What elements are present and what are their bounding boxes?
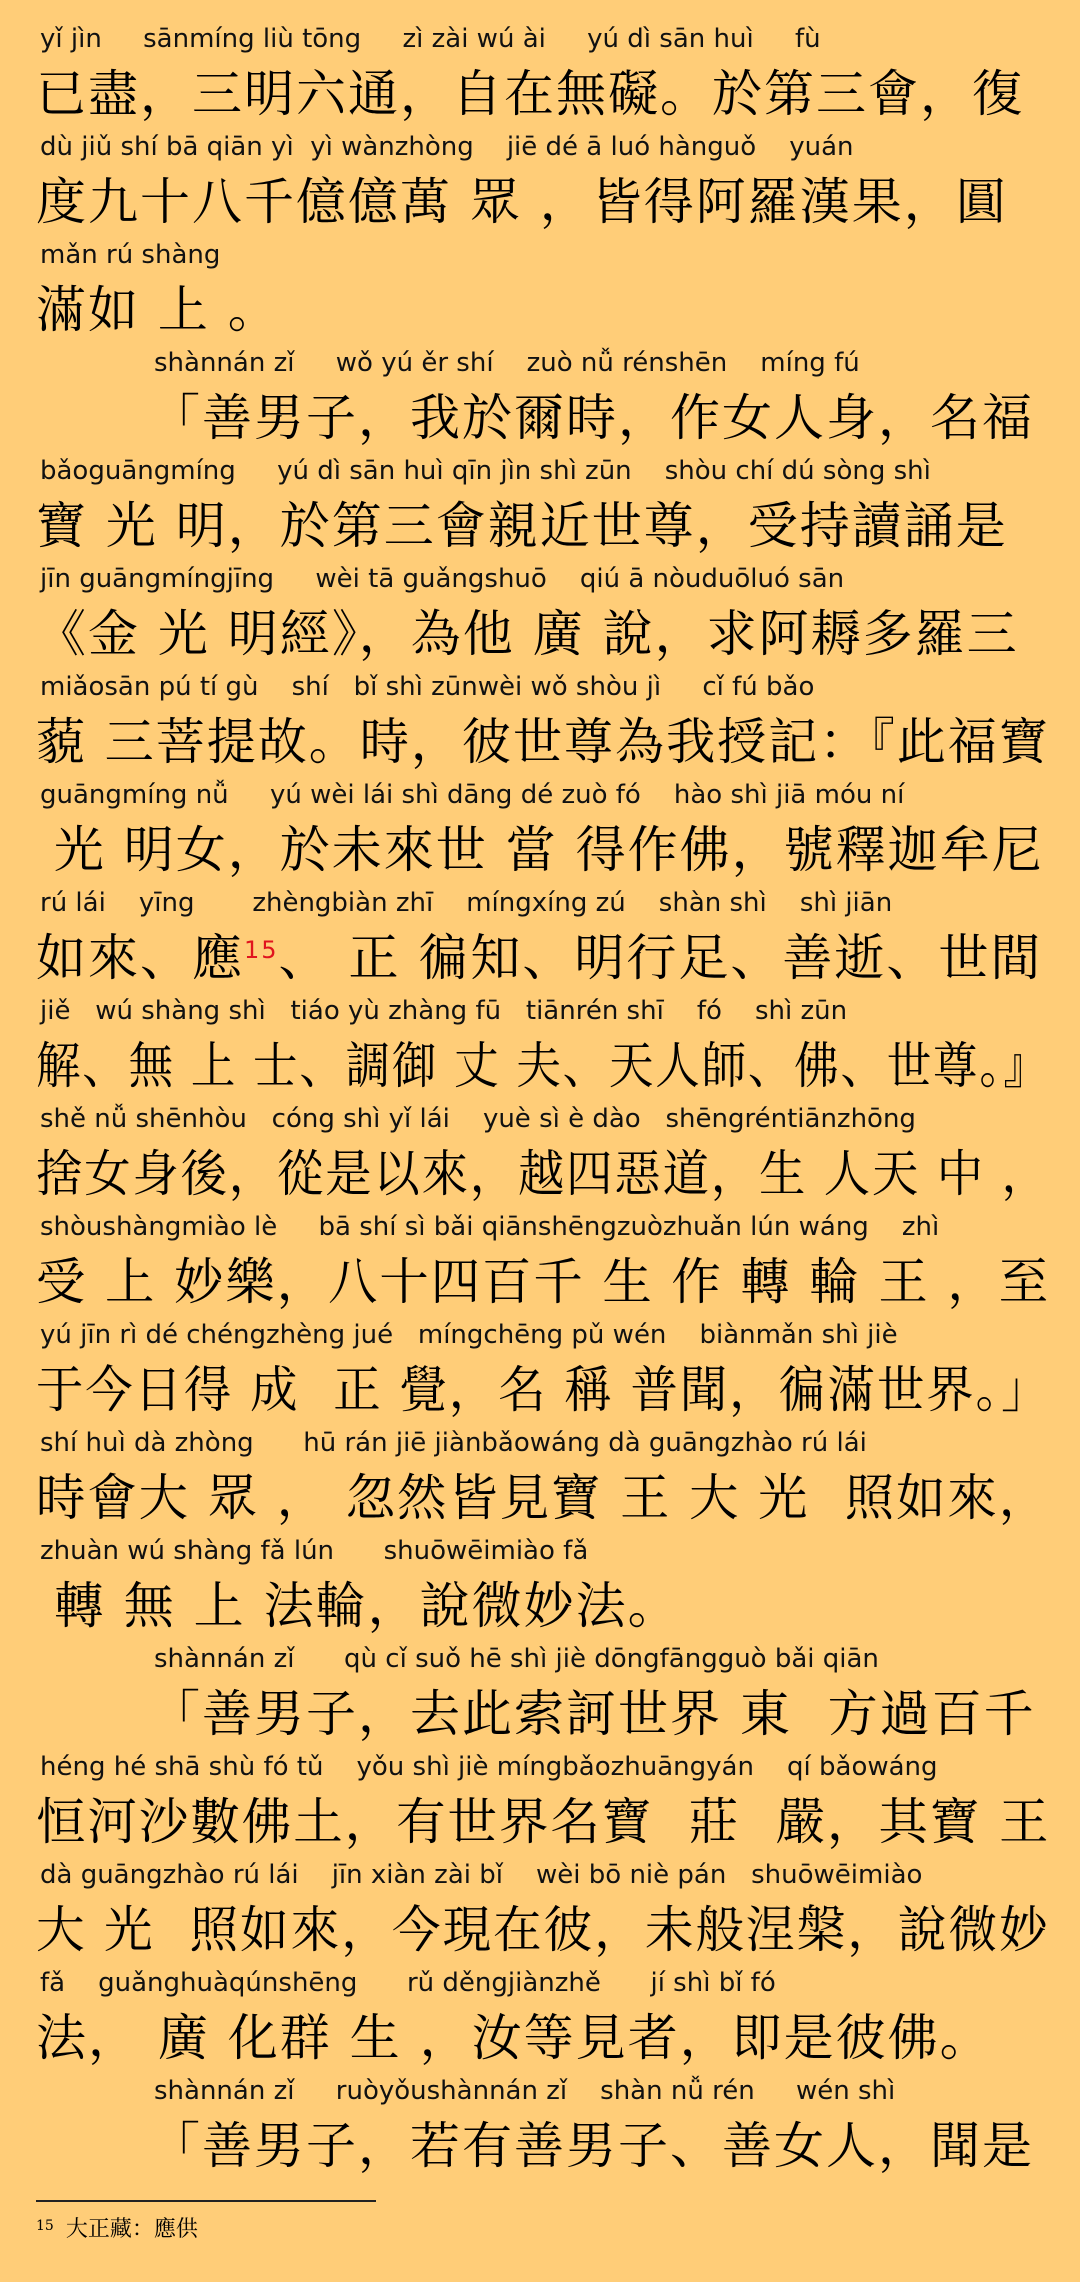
chinese-text (36, 56, 1024, 132)
chinese-text (36, 1028, 1050, 1104)
pinyin-annotation: shě nǚ shēnhòu cóng shì yǐ lái yuè sì è dào shēngréntiānzhōng (40, 1104, 916, 1134)
chinese-text-segment: 恒河沙數佛土，有世界名寶 莊 嚴，其寶 王 (36, 1793, 1051, 1851)
pinyin-annotation: dà guāngzhào rú lái jīn xiàn zài bǐ wèi bō niè pán shuōwēimiào (40, 1860, 923, 1890)
chinese-text (36, 488, 1008, 564)
pinyin-annotation: dù jiǔ shí bā qiān yì yì wànzhòng jiē dé ā luó hànguǒ yuán (40, 132, 854, 162)
pinyin-annotation: fǎ guǎnghuàqúnshēng rǔ děngjiànzhě jí shì bǐ fó (40, 1968, 776, 1998)
chinese-text-segment: 、 正 徧知、明行足、善逝、世間 (278, 929, 1043, 987)
chinese-text-segment: 光 明女，於未來世 當 得作佛，號釋迦牟尼 (36, 821, 1044, 879)
chinese-text (36, 1568, 680, 1644)
pinyin-annotation: shànnán zǐ wǒ yú ěr shí zuò nǚ rénshēn míng fú (154, 348, 860, 378)
chinese-text (150, 1676, 1036, 1752)
chinese-text (150, 380, 1034, 456)
footnote (36, 2210, 198, 2250)
chinese-text-segment: 《金 光 明經》，為他 廣 說，求阿耨多羅三 (36, 605, 1019, 663)
chinese-text (36, 2000, 992, 2076)
chinese-text-segment: 于今日得 成 正 覺，名 稱 普聞，徧滿世界。」 (36, 1361, 1051, 1419)
footnote-number: 15 (36, 2218, 54, 2234)
pinyin-annotation: shànnán zǐ qù cǐ suǒ hē shì jiè dōngfāngguò bǎi qiān (154, 1644, 879, 1674)
chinese-text-segment: 藐 三菩提故。時，彼世尊為我授記：『此福寶 (36, 713, 1050, 771)
pinyin-annotation: guāngmíng nǚ yú wèi lái shì dāng dé zuò fó hào shì jiā móu ní (40, 780, 905, 810)
chinese-text (150, 2108, 1034, 2184)
pinyin-annotation: shí huì dà zhòng hū rán jiē jiànbǎowáng dà guāngzhào rú lái (40, 1428, 867, 1458)
chinese-text (36, 920, 1042, 996)
footnote-divider (36, 2200, 376, 2202)
footnote-text: 大正藏：應供 (65, 2217, 198, 2242)
pinyin-annotation: bǎoguāngmíng yú dì sān huì qīn jìn shì zūn shòu chí dú sòng shì (40, 456, 931, 486)
chinese-text (36, 1136, 1050, 1212)
pinyin-annotation: mǎn rú shàng (40, 240, 221, 270)
chinese-text-segment: 解、無 上 士、調御 丈 夫、天人師、佛、世尊。』 (36, 1037, 1050, 1095)
chinese-text (36, 1244, 1050, 1320)
chinese-text-segment: 度九十八千億億萬 眾 ，皆得阿羅漢果，圓 (36, 173, 1008, 231)
chinese-text-segment: 已盡，三明六通，自在無礙。於第三會，復 (36, 65, 1024, 123)
chinese-text (36, 1460, 1050, 1536)
chinese-text (36, 596, 1019, 672)
chinese-text (36, 164, 1008, 240)
pinyin-annotation: yú jīn rì dé chéngzhèng jué míngchēng pǔ wén biànmǎn shì jiè (40, 1320, 898, 1350)
chinese-text (36, 1784, 1050, 1860)
pinyin-annotation: zhuàn wú shàng fǎ lún shuōwēimiào fǎ (40, 1536, 589, 1566)
chinese-text (36, 272, 280, 348)
pinyin-annotation: rú lái yīng zhèngbiàn zhī míngxíng zú shàn shì shì jiān (40, 888, 893, 918)
pinyin-annotation: jiě wú shàng shì tiáo yù zhàng fū tiānrén shī fó shì zūn (40, 996, 848, 1026)
chinese-text (36, 704, 1050, 780)
chinese-text-segment: 「善男子，若有善男子、善女人，聞是 (150, 2117, 1034, 2175)
chinese-text-segment: 轉 無 上 法輪，說微妙法。 (36, 1577, 680, 1635)
chinese-text-segment: 寶 光 明，於第三會親近世尊，受持讀誦是 (36, 497, 1008, 555)
chinese-text-segment: 大 光 照如來，今現在彼，未般涅槃，說微妙 (36, 1901, 1050, 1959)
pinyin-annotation: miǎosān pú tí gù shí bǐ shì zūnwèi wǒ shòu jì cǐ fú bǎo (40, 672, 815, 702)
pinyin-annotation: yǐ jìn sānmíng liù tōng zì zài wú ài yú dì sān huì fù (40, 24, 821, 54)
pinyin-annotation: shòushàngmiào lè bā shí sì bǎi qiānshēngzuòzhuǎn lún wáng zhì (40, 1212, 940, 1242)
pinyin-annotation: shànnán zǐ ruòyǒushànnán zǐ shàn nǚ rén wén shì (154, 2076, 896, 2106)
chinese-text-segment: 「善男子，我於爾時，作女人身，名福 (150, 389, 1034, 447)
chinese-text-segment: 如來、應 (36, 929, 244, 987)
chinese-text-segment: 「善男子，去此索訶世界 東 方過百千 (150, 1685, 1036, 1743)
text-line (0, 2072, 1080, 2228)
chinese-text-segment: 法， 廣 化群 生 ，汝等見者，即是彼佛。 (36, 2009, 992, 2067)
chinese-text (36, 812, 1044, 888)
footnote-reference[interactable]: 15 (244, 936, 279, 964)
chinese-text (36, 1352, 1050, 1428)
chinese-text-segment: 受 上 妙樂，八十四百千 生 作 轉 輪 王 ，至 (36, 1253, 1051, 1311)
pinyin-annotation: héng hé shā shù fó tǔ yǒu shì jiè míngbǎozhuāngyán qí bǎowáng (40, 1752, 938, 1782)
chinese-text-segment: 滿如 上 。 (36, 281, 280, 339)
chinese-text-segment: 時會大 眾 ， 忽然皆見寶 王 大 光 照如來， (36, 1469, 1051, 1527)
chinese-text (36, 1892, 1050, 1968)
pinyin-annotation: jīn guāngmíngjīng wèi tā guǎngshuō qiú ā nòuduōluó sān (40, 564, 845, 594)
chinese-text-segment: 捨女身後，從是以來，越四惡道，生 人天 中 ， (36, 1145, 1050, 1203)
